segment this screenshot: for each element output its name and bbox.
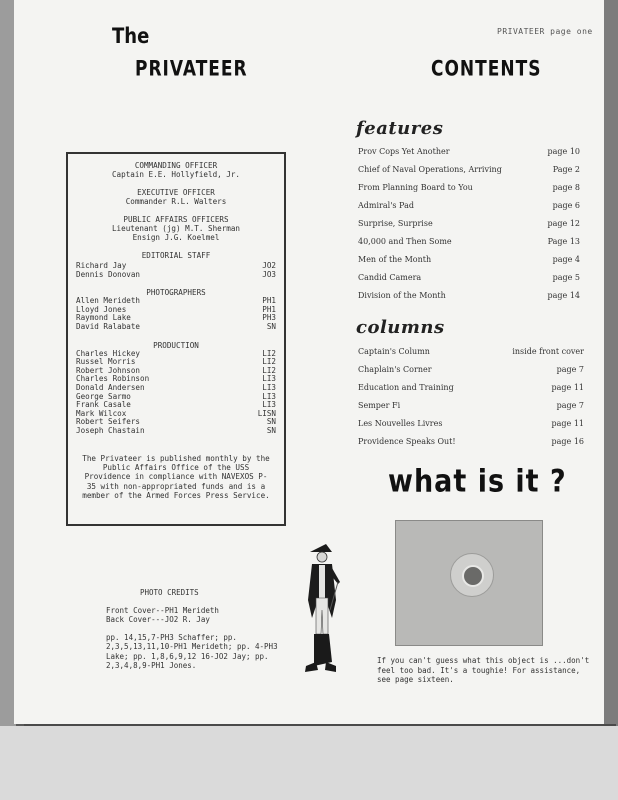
pao-heading: PUBLIC AFFAIRS OFFICERS [123,215,229,224]
photo-credits [106,588,286,671]
staff-box [66,152,286,526]
staff-rate: SN [266,321,276,331]
contents-title: CONTENTS [431,56,542,82]
mystery-object-photo [395,520,543,646]
production-list [68,350,284,436]
staff-name: Mark Wilcox [76,408,127,418]
staff-name: Charles Hickey [76,348,141,358]
staff-name: Robert Johnson [76,365,141,375]
what-is-it-heading: what is it ? [388,463,567,500]
columns-list [358,342,584,450]
production-heading: PRODUCTION [153,340,199,350]
toc-page: page 11 [551,382,584,392]
pao-name: Lieutenant (jg) M.T. Sherman [111,224,240,233]
toc-page: page 7 [556,364,584,374]
toc-page: page 4 [552,254,580,264]
staff-rate: SN [266,417,276,427]
staff-name: Russel Morris [76,357,136,367]
toc-page: inside front cover [512,346,584,356]
toc-title: Les Nouvelles Livres [358,418,443,428]
toc-page: page 6 [552,200,580,210]
toc-title: Education and Training [358,382,454,392]
toc-title: Captain's Column [358,346,430,356]
staff-rate: LI2 [262,348,276,358]
staff-rate: PH1 [262,296,276,306]
masthead-title: PRIVATEER [135,56,248,82]
toc-title: Candid Camera [358,272,422,282]
staff-row [68,323,284,332]
staff-rate: LI3 [262,400,276,410]
staff-rate: LI3 [262,382,276,392]
toc-item[interactable] [358,196,580,214]
toc-page: page 12 [547,218,580,228]
toc-title: Chief of Naval Operations, Arriving [358,164,502,174]
commanding-heading: COMMANDING OFFICER [134,161,218,170]
masthead-the: The [112,23,150,50]
object-center [462,565,484,587]
toc-item[interactable] [358,250,580,268]
staff-rate: SN [266,425,276,435]
toc-item[interactable] [358,268,580,286]
toc-page: page 8 [552,182,580,192]
scanner-background [0,726,618,800]
pao-name: Ensign J.G. Koelmel [132,233,220,242]
toc-item[interactable] [358,414,584,432]
staff-name: George Sarmo [76,391,131,401]
staff-row [68,427,284,436]
toc-title: Division of the Month [358,290,446,300]
photographers-heading: PHOTOGRAPHERS [146,288,206,298]
staff-rate: PH3 [262,313,276,323]
staff-name: Joseph Chastain [76,425,145,435]
toc-title: Prov Cops Yet Another [358,146,450,156]
mystery-caption: If you can't guess what this object is ...don't feel too bad. It's a toughie! For assistance, see page sixteen. [377,656,590,684]
toc-item[interactable] [358,396,584,414]
toc-page: page 14 [547,290,580,300]
commanding-name: Captain E.E. Hollyfield, Jr. [111,170,240,179]
photographers-list [68,297,284,331]
toc-page: page 5 [552,272,580,282]
toc-title: Surprise, Surprise [358,218,433,228]
toc-title: Admiral's Pad [358,200,414,210]
staff-name: David Ralabate [76,321,141,331]
toc-item[interactable] [358,360,584,378]
toc-item[interactable] [358,342,584,360]
toc-page: page 10 [547,146,580,156]
executive-name: Commander R.L. Walters [125,197,227,206]
privateer-figure-illustration [292,538,348,684]
editorial-heading: EDITORIAL STAFF [141,251,211,260]
credits-front: Front Cover--PH1 Merideth [106,605,219,615]
toc-item[interactable] [358,378,584,396]
staff-rate: LI3 [262,374,276,384]
toc-page: Page 13 [547,236,580,246]
toc-item[interactable] [358,142,580,160]
staff-rate: PH1 [262,304,276,314]
features-heading: features [356,118,444,139]
staff-name: Dennis Donovan [76,269,141,279]
page-label: PRIVATEER page one [497,27,593,36]
staff-name: Raymond Lake [76,313,131,323]
toc-title: From Planning Board to You [358,182,473,192]
page-edge [604,0,618,800]
credits-back: Back Cover---JO2 R. Jay [106,615,210,624]
toc-item[interactable] [358,432,584,450]
staff-rate: LISN [257,408,276,418]
toc-item[interactable] [358,286,580,304]
toc-title: 40,000 and Then Some [358,236,452,246]
staff-rate: JO2 [262,261,276,270]
toc-item[interactable] [358,178,580,196]
staff-rate: JO3 [262,269,276,279]
toc-title: Providence Speaks Out! [358,436,456,446]
staff-name: Lloyd Jones [76,304,127,314]
toc-page: page 7 [556,400,584,410]
editorial-list [68,262,284,279]
staff-rate: LI3 [262,391,276,401]
features-list [358,142,580,304]
executive-heading: EXECUTIVE OFFICER [137,188,215,197]
toc-item[interactable] [358,214,580,232]
toc-title: Semper Fi [358,400,401,410]
toc-item[interactable] [358,232,580,250]
credits-detail: pp. 14,15,7-PH3 Schaffer; pp. 2,3,5,13,11,10-PH1 Merideth; pp. 4-PH3 Lake; pp. 1,8,6,9,12 16-JO2 Jay; pp. 2,3,4,8,9-PH1 Jones. [106,632,278,670]
staff-name: Frank Casale [76,400,131,410]
staff-row [68,271,284,280]
staff-name: Robert Seifers [76,417,141,427]
publication-note: The Privateer is published monthly by the Public Affairs Office of the USS Providence in compliance with NAVEXOS P-35 with non-appropriated funds and is a member of the Armed Forces Press Service. [82,453,270,501]
staff-name: Donald Andersen [76,382,145,392]
toc-page: Page 2 [552,164,580,174]
staff-name: Richard Jay [76,261,127,270]
staff-rate: LI2 [262,357,276,367]
toc-item[interactable] [358,160,580,178]
credits-heading: PHOTO CREDITS [140,588,199,597]
toc-page: page 11 [551,418,584,428]
staff-name: Charles Robinson [76,374,150,384]
staff-name: Allen Merideth [76,296,141,306]
toc-title: Chaplain's Corner [358,364,432,374]
columns-heading: columns [356,317,445,338]
toc-title: Men of the Month [358,254,432,264]
staff-rate: LI2 [262,365,276,375]
toc-page: page 16 [551,436,584,446]
